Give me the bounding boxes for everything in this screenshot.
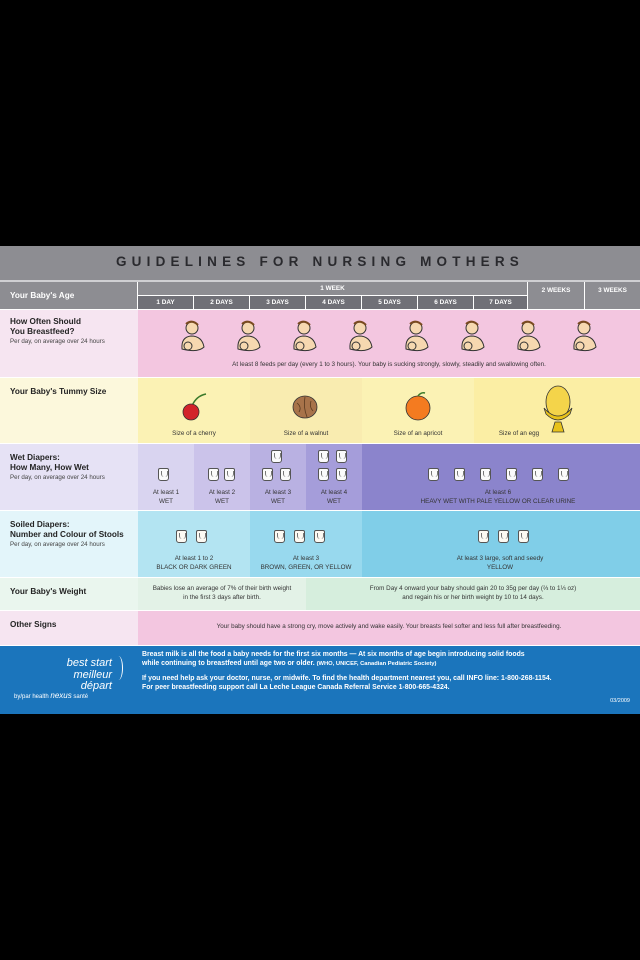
tummy-label xyxy=(0,382,137,397)
tummy-size-2: Size of a walnut xyxy=(283,430,329,437)
footer-citation: (WHO, UNICEF, Canadian Pediatric Society) xyxy=(316,661,437,668)
footer-p2-line-1: If you need help ask your doctor, nurse, or midwife. To find the health department nearest you, call INFO line: 1-800-268-1154. xyxy=(142,674,552,682)
wet-diaper-icon xyxy=(318,450,329,463)
wet-caption-3-desc: WET xyxy=(271,497,285,505)
footer-text xyxy=(142,650,637,692)
wet-diaper-icon xyxy=(336,450,347,463)
page-title: GUIDELINES FOR NURSING MOTHERS xyxy=(115,254,524,269)
wet-caption-4-count: At least 4 xyxy=(320,489,348,496)
soiled-subtitle: Per day, on average over 24 hours xyxy=(10,540,105,548)
age-label: Your Baby's Age xyxy=(10,291,75,300)
soiled-caption-1 xyxy=(138,555,250,572)
day-5-header: 5 DAYS xyxy=(362,296,417,309)
breastfeeding-mother-icon xyxy=(290,319,320,355)
wet-diaper-icon xyxy=(224,468,235,481)
edition-date: 03/2009 xyxy=(610,698,630,704)
weight-label xyxy=(0,582,137,597)
day-1-header: 1 DAY xyxy=(138,296,193,309)
tummy-size-1: Size of a cherry xyxy=(172,430,216,437)
soiled-caption-1-colour: BLACK OR DARK GREEN xyxy=(156,563,232,571)
weight-gain-line-1: From Day 4 onward your baby should gain 20 to 35g per day (⅔ to 1⅓ oz) xyxy=(369,585,577,592)
soiled-diaper-icon xyxy=(498,530,509,543)
soiled-diaper-icon xyxy=(274,530,285,543)
breastfeeding-mother-icon xyxy=(346,319,376,355)
wet-caption-1-desc: WET xyxy=(159,497,173,505)
breastfeed-title-1: How Often Should xyxy=(10,317,81,326)
wet-subtitle: Per day, on average over 24 hours xyxy=(10,473,105,481)
wet-diaper-icon xyxy=(262,468,273,481)
wet-diaper-icon xyxy=(428,468,439,481)
logo-by: by/par health xyxy=(14,694,49,700)
wet-caption-1 xyxy=(138,489,194,506)
breastfeeding-mother-icon xyxy=(234,319,264,355)
logo-bracket-icon xyxy=(114,656,123,680)
weight-loss-line-2: in the first 3 days after birth. xyxy=(183,593,261,601)
walnut-icon xyxy=(290,392,320,422)
soiled-label xyxy=(0,515,137,548)
soiled-caption-3-count: At least 3 large, soft and seedy xyxy=(456,555,544,562)
soiled-diaper-icon xyxy=(176,530,187,543)
soiled-diaper-icon xyxy=(294,530,305,543)
day-4-header: 4 DAYS xyxy=(306,296,361,309)
wet-caption-1-count: At least 1 xyxy=(152,489,180,496)
wet-diaper-icon xyxy=(336,468,347,481)
breastfeeding-mother-icon xyxy=(402,319,432,355)
breastfeeding-mother-icon xyxy=(178,319,208,355)
logo-nexus: nexus xyxy=(50,691,72,700)
day-2-header: 2 DAYS xyxy=(194,296,249,309)
soiled-title-2: Number and Colour of Stools xyxy=(10,529,124,539)
wet-diaper-icon xyxy=(280,468,291,481)
title-bar xyxy=(0,246,640,282)
soiled-caption-2-colour: BROWN, GREEN, OR YELLOW xyxy=(260,563,352,571)
soiled-caption-2 xyxy=(250,555,362,572)
weight-gain-line-2: and regain his or her birth weight by 10 to 14 days. xyxy=(402,593,544,601)
wet-diaper-icon xyxy=(506,468,517,481)
wet-diaper-icon xyxy=(558,468,569,481)
footer-p1-line-1: Breast milk is all the food a baby needs for the first six months — At six months of age begin introducing solid foods xyxy=(142,651,525,658)
soiled-title-1: Soiled Diapers: xyxy=(10,520,70,529)
tummy-size-3: Size of an apricot xyxy=(393,430,443,437)
soiled-caption-1-count: At least 1 to 2 xyxy=(174,555,214,562)
two-weeks-header: 2 WEEKS xyxy=(528,282,584,309)
soiled-diaper-icon xyxy=(478,530,489,543)
wet-diaper-icon xyxy=(158,468,169,481)
logo-line-1: best start xyxy=(66,657,112,669)
wet-diaper-icon xyxy=(532,468,543,481)
day-7-header: 7 DAYS xyxy=(474,296,527,309)
weight-gain-text xyxy=(306,585,640,602)
wet-caption-5-desc: HEAVY WET WITH PALE YELLOW OR CLEAR URINE xyxy=(420,497,576,505)
breastfeed-title-2: You Breastfeed? xyxy=(10,326,75,336)
wet-title-1: Wet Diapers: xyxy=(10,453,60,462)
weight-title: Your Baby's Weight xyxy=(10,587,87,596)
footer xyxy=(0,646,640,714)
other-title: Other Signs xyxy=(10,620,57,629)
other-signs-text: Your baby should have a strong cry, move actively and wake easily. Your breasts feel softer and less full after breastfeeding. xyxy=(216,623,562,630)
wet-caption-5-count: At least 6 xyxy=(484,489,512,496)
day-6-header: 6 DAYS xyxy=(418,296,473,309)
weight-loss-line-1: Babies lose an average of 7% of their birth weight xyxy=(152,585,292,592)
breastfeeding-mother-icon xyxy=(458,319,488,355)
footer-p1-line-2: while continuing to breastfeed until age two or older. xyxy=(142,660,315,668)
soiled-diaper-icon xyxy=(314,530,325,543)
soiled-diaper-icon xyxy=(518,530,529,543)
wet-caption-3-count: At least 3 xyxy=(264,489,292,496)
health-nexus-logo xyxy=(14,691,88,700)
logo-line-2: meilleur départ xyxy=(73,668,112,693)
wet-caption-2-count: At least 2 xyxy=(208,489,236,496)
soiled-caption-2-count: At least 3 xyxy=(292,555,320,562)
breastfeed-label xyxy=(0,312,137,345)
wet-caption-2-desc: WET xyxy=(215,497,229,505)
soiled-caption-3-colour: YELLOW xyxy=(486,563,514,571)
wet-caption-3 xyxy=(250,489,306,506)
day-3-header: 3 DAYS xyxy=(250,296,305,309)
age-label-cell xyxy=(0,282,137,309)
wet-label xyxy=(0,448,137,481)
wet-caption-2 xyxy=(194,489,250,506)
soiled-caption-3 xyxy=(400,555,600,572)
tummy-size-4: Size of an egg xyxy=(498,430,540,437)
other-label xyxy=(0,615,137,630)
logo-sante: santé xyxy=(73,694,89,700)
one-week-header: 1 WEEK xyxy=(138,282,527,295)
wet-diaper-icon xyxy=(480,468,491,481)
breastfeed-subtitle: Per day, on average over 24 hours xyxy=(10,337,105,345)
wet-caption-5 xyxy=(362,489,634,506)
wet-caption-4-desc: WET xyxy=(327,497,341,505)
wet-title-2: How Many, How Wet xyxy=(10,462,89,472)
tummy-title: Your Baby's Tummy Size xyxy=(10,387,107,396)
poster xyxy=(0,246,640,714)
three-weeks-header: 3 WEEKS xyxy=(585,282,640,309)
egg-in-cup-icon xyxy=(540,384,576,436)
wet-caption-4 xyxy=(306,489,362,506)
breastfeeding-mother-icon xyxy=(514,319,544,355)
breastfeed-text: At least 8 feeds per day (every 1 to 3 hours). Your baby is sucking strongly, slowly, steadily and swallowing often. xyxy=(232,361,546,368)
best-start-logo xyxy=(40,658,112,693)
cherry-icon xyxy=(180,392,210,422)
wet-diaper-icon xyxy=(318,468,329,481)
apricot-icon xyxy=(402,390,434,422)
wet-diaper-icon xyxy=(208,468,219,481)
footer-p2-line-2: For peer breastfeeding support call La Leche League Canada Referral Service 1-800-665-4324. xyxy=(142,683,450,691)
weight-loss-text xyxy=(138,585,306,602)
wet-diaper-icon xyxy=(271,450,282,463)
wet-diaper-icon xyxy=(454,468,465,481)
soiled-diaper-icon xyxy=(196,530,207,543)
breastfeeding-mother-icon xyxy=(570,319,600,355)
